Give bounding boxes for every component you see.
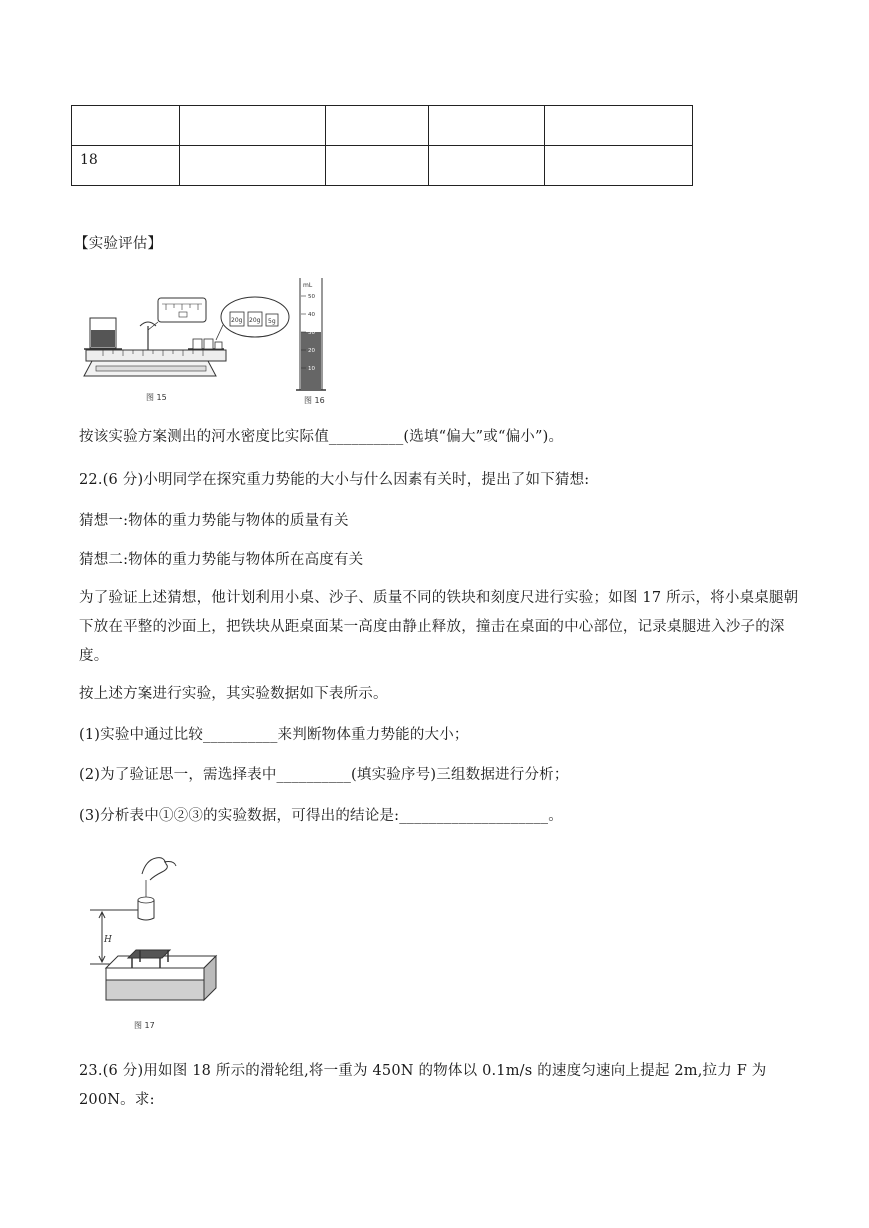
- table-cell: [72, 106, 180, 146]
- tick-label: 30: [308, 330, 315, 336]
- tick-label: 20: [308, 348, 315, 354]
- figure-15-caption: 图 15: [146, 393, 167, 402]
- table-cell: [180, 106, 326, 146]
- figure-17-apparatus: [84, 850, 224, 1035]
- height-label: H: [104, 935, 112, 945]
- table-cell: [545, 146, 693, 186]
- unit-label: mL: [303, 282, 313, 289]
- table-row: [72, 146, 693, 186]
- figure-17-caption: 图 17: [134, 1021, 155, 1030]
- table-cell: [326, 106, 429, 146]
- weight-label: 20g: [231, 317, 243, 324]
- table-cell: [429, 146, 545, 186]
- table-cell: 18: [72, 146, 180, 186]
- q22-data-note: 按上述方案进行实验，其实验数据如下表所示。: [79, 686, 388, 702]
- tick-label: 40: [308, 312, 315, 318]
- table-row: [72, 106, 693, 146]
- weight-label: 5g: [268, 318, 276, 325]
- q21-conclusion: 按该实验方案测出的河水密度比实际值__________(选填“偏大”或“偏小”)。: [79, 429, 564, 445]
- section-heading: 【实验评估】: [74, 236, 163, 252]
- data-table: [71, 105, 693, 186]
- q22-guess2: 猜想二:物体的重力势能与物体所在高度有关: [79, 552, 364, 568]
- table-cell: [326, 146, 429, 186]
- table-cell: [429, 106, 545, 146]
- tick-label: 50: [308, 294, 315, 300]
- q22-sub3: (3)分析表中①②③的实验数据，可得出的结论是:____________________。: [79, 808, 563, 824]
- figure-15-balance: [78, 290, 293, 405]
- table-cell: [545, 106, 693, 146]
- table-cell: [180, 146, 326, 186]
- q22-sub1: (1)实验中通过比较__________来判断物体重力势能的大小；: [79, 727, 469, 743]
- weight-label: 20g: [249, 317, 261, 324]
- q23-text: 23.(6 分)用如图 18 所示的滑轮组,将一重为 450N 的物体以 0.1m/s 的速度匀速向上提起 2m,拉力 F 为 200N。求:: [79, 1063, 767, 1108]
- q22-sub2: (2)为了验证思一，需选择表中__________(填实验序号)三组数据进行分析；: [79, 767, 569, 783]
- q22-method: 为了验证上述猜想，他计划利用小桌、沙子、质量不同的铁块和刻度尺进行实验；如图 17 所示，将小桌桌腿朝下放在平整的沙面上，把铁块从距桌面某一高度由静止释放，撞击在桌面的中心部位，记录桌腿进入沙子的深度。: [79, 590, 799, 664]
- q22-intro: 22.(6 分)小明同学在探究重力势能的大小与什么因素有关时，提出了如下猜想:: [79, 472, 590, 488]
- q22-guess1: 猜想一:物体的重力势能与物体的质量有关: [79, 513, 349, 529]
- figure-16-cylinder: [292, 272, 332, 407]
- figure-16-caption: 图 16: [304, 396, 325, 405]
- tick-label: 10: [308, 366, 315, 372]
